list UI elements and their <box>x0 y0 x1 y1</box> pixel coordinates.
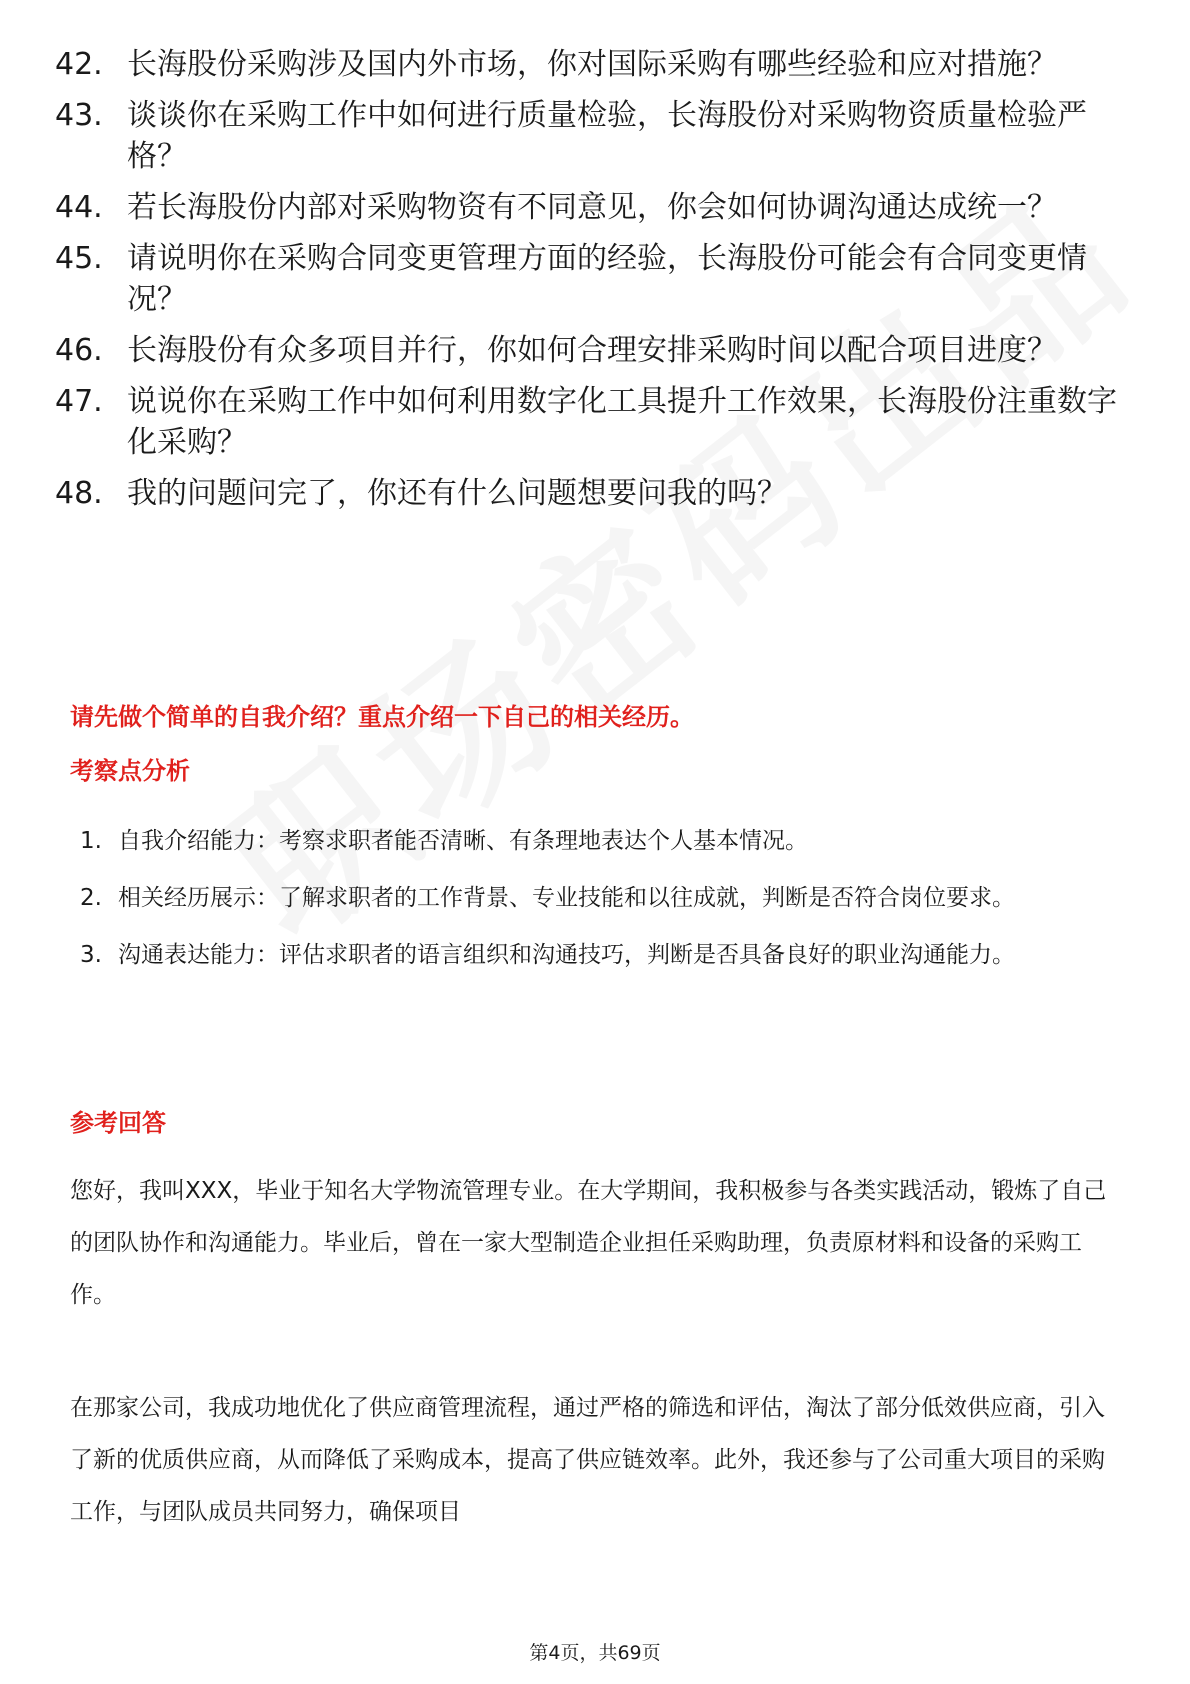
analysis-number: 2. <box>80 885 102 911</box>
question-list <box>55 44 1135 524</box>
question-number: 44. <box>55 190 103 225</box>
question-text: 我的问题问完了，你还有什么问题想要问我的吗？ <box>127 476 787 511</box>
question-text: 若长海股份内部对采购物资有不同意见，你会如何协调沟通达成统一？ <box>127 190 1057 225</box>
question-text: 长海股份有众多项目并行，你如何合理安排采购时间以配合项目进度？ <box>127 333 1057 368</box>
question-item <box>55 330 1135 371</box>
answer-paragraph: 在那家公司，我成功地优化了供应商管理流程，通过严格的筛选和评估，淘汰了部分低效供应商，引入了新的优质供应商，从而降低了采购成本，提高了供应链效率。此外，我还参与了公司重大项目的采购工作，与团队成员共同努力，确保项目 <box>70 1395 1105 1525</box>
answer-heading: 参考回答 <box>70 1109 166 1137</box>
analysis-number: 1. <box>80 828 102 854</box>
question-number: 47. <box>55 384 103 419</box>
analysis-heading: 考察点分析 <box>70 757 190 785</box>
question-item <box>55 95 1135 177</box>
answer-paragraph: 您好，我叫XXX，毕业于知名大学物流管理专业。在大学期间，我积极参与各类实践活动，锻炼了自己的团队协作和沟通能力。毕业后，曾在一家大型制造企业担任采购助理，负责原材料和设备的采购工作。 <box>70 1178 1107 1308</box>
analysis-list <box>80 815 1120 986</box>
analysis-item <box>80 929 1120 981</box>
question-number: 45. <box>55 241 103 276</box>
analysis-text: 自我介绍能力：考察求职者能否清晰、有条理地表达个人基本情况。 <box>118 828 808 854</box>
question-text: 长海股份采购涉及国内外市场，你对国际采购有哪些经验和应对措施？ <box>127 47 1057 82</box>
question-number: 48. <box>55 476 103 511</box>
analysis-text: 相关经历展示：了解求职者的工作背景、专业技能和以往成就，判断是否符合岗位要求。 <box>118 885 1015 911</box>
analysis-number: 3. <box>80 942 102 968</box>
question-item <box>55 238 1135 320</box>
question-item <box>55 187 1135 228</box>
question-item <box>55 473 1135 514</box>
section-question: 请先做个简单的自我介绍？重点介绍一下自己的相关经历。 <box>70 703 694 731</box>
question-text: 说说你在采购工作中如何利用数字化工具提升工作效果，长海股份注重数字化采购？ <box>127 384 1117 460</box>
question-number: 42. <box>55 47 103 82</box>
question-number: 43. <box>55 98 103 133</box>
page-footer: 第4页，共69页 <box>529 1642 661 1664</box>
question-number: 46. <box>55 333 103 368</box>
question-item <box>55 44 1135 85</box>
question-text: 请说明你在采购合同变更管理方面的经验，长海股份可能会有合同变更情况？ <box>127 241 1087 317</box>
analysis-item <box>80 872 1120 924</box>
analysis-text: 沟通表达能力：评估求职者的语言组织和沟通技巧，判断是否具备良好的职业沟通能力。 <box>118 942 1015 968</box>
question-text: 谈谈你在采购工作中如何进行质量检验，长海股份对采购物资质量检验严格？ <box>127 98 1087 174</box>
analysis-item <box>80 815 1120 867</box>
question-item <box>55 381 1135 463</box>
